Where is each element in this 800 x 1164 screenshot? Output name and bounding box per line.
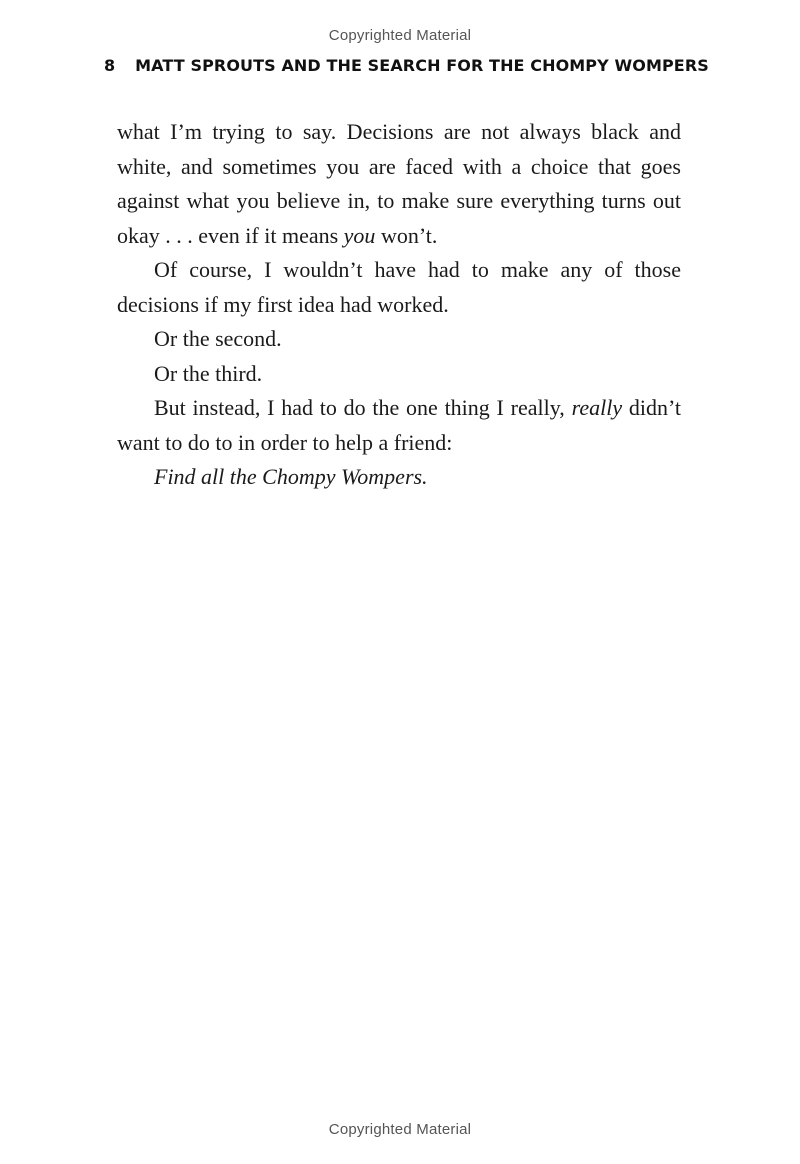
paragraph-5: But instead, I had to do the one thing I really, really didn’t want to do to in order to help a friend: [117, 395, 681, 455]
paragraph-4: Or the third. [154, 360, 263, 386]
copyright-watermark-top: Copyrighted Material [328, 27, 472, 44]
page-number: 8 [104, 55, 116, 75]
paragraph-1: what I’m trying to say. Decisions are not always black and white, and sometimes you are faced with a choice that goes against what you believe in, to make sure everything turns out okay . . . even if it means you won’t. [117, 119, 681, 248]
running-head [104, 53, 709, 77]
body-text [117, 115, 681, 495]
emphasis-you: you [343, 222, 376, 248]
book-title: MATT SPROUTS AND THE SEARCH FOR THE CHOMPY WOMPERS [135, 55, 709, 75]
paragraph-2: Of course, I wouldn’t have had to make any of those decisions if my first idea had worked. [117, 257, 681, 317]
emphasis-find-all: Find all the Chompy Wompers. [154, 464, 428, 489]
paragraph-6 [117, 460, 681, 495]
emphasis-really: really [571, 395, 623, 420]
paragraph-3: Or the second. [154, 326, 282, 351]
copyright-watermark-bottom: Copyrighted Material [328, 1121, 472, 1138]
